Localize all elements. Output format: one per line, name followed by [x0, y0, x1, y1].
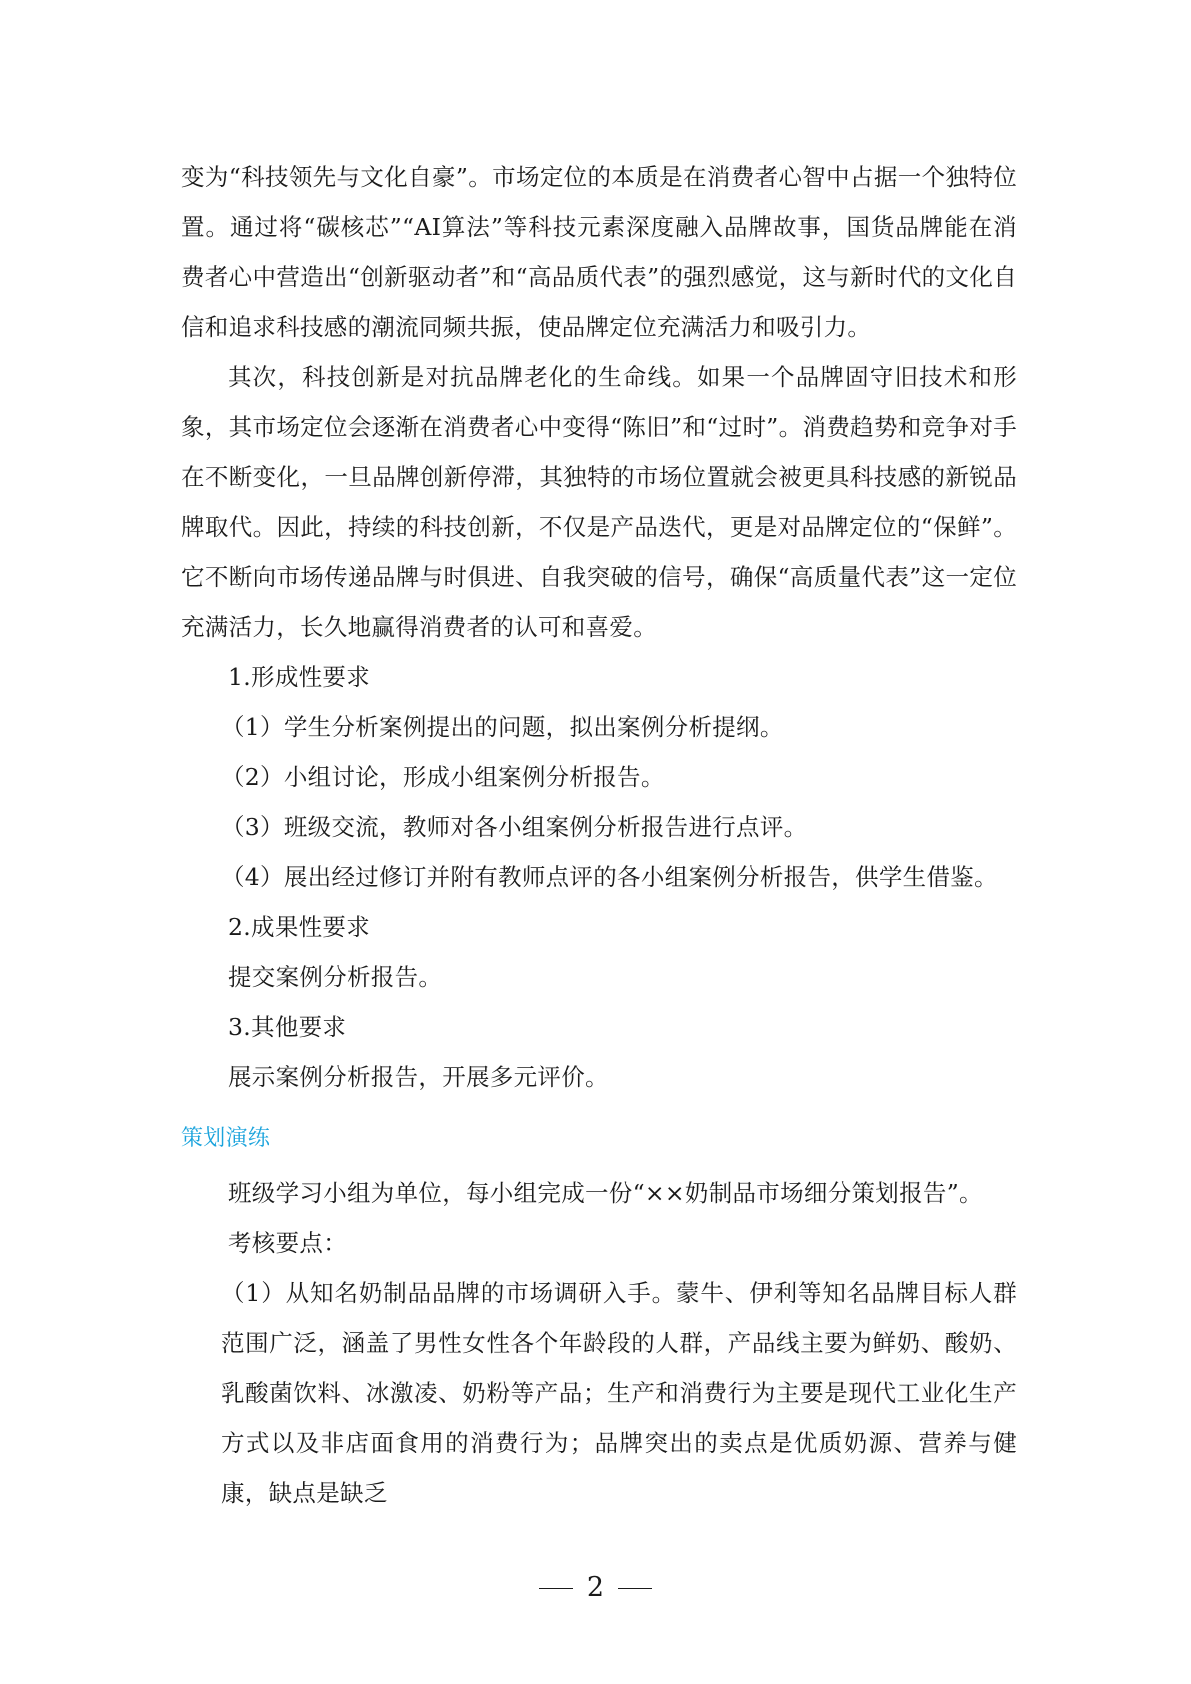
- assessment-point: （1）从知名奶制品品牌的市场调研入手。蒙牛、伊利等知名品牌目标人群范围广泛，涵盖了男性女性各个年龄段的人群，产品线主要为鲜奶、酸奶、乳酸菌饮料、冰激凌、奶粉等产品；生产和消费行为主要是现代工业化生产方式以及非店面食用的消费行为；品牌突出的卖点是优质奶源、营养与健康，缺点是缺乏: [221, 1279, 1017, 1507]
- requirement-title: 1.形成性要求: [228, 663, 371, 691]
- list-item: （4）展出经过修订并附有教师点评的各小组案例分析报告，供学生借鉴。: [221, 863, 998, 891]
- section-intro: 班级学习小组为单位，每小组完成一份“××奶制品市场细分策划报告”。: [228, 1179, 983, 1207]
- requirement-title: 3.其他要求: [228, 1013, 347, 1041]
- list-item: （1）学生分析案例提出的问题，拟出案例分析提纲。: [221, 713, 784, 741]
- requirement-text: 提交案例分析报告。: [228, 963, 443, 991]
- section-heading: 策划演练: [181, 1126, 271, 1151]
- paragraph: 其次，科技创新是对抗品牌老化的生命线。如果一个品牌固守旧技术和形象，其市场定位会逐渐在消费者心中变得“陈旧”和“过时”。消费趋势和竞争对手在不断变化，一旦品牌创新停滞，其独特的市场位置就会被更具科技感的新锐品牌取代。因此，持续的科技创新，不仅是产品迭代，更是对品牌定位的“保鲜”。它不断向市场传递品牌与时俱进、自我突破的信号，确保“高质量代表”这一定位充满活力，长久地赢得消费者的认可和喜爱。: [181, 363, 1017, 641]
- list-item: （2）小组讨论，形成小组案例分析报告。: [221, 763, 665, 791]
- page-number: 2: [586, 1572, 605, 1603]
- requirement-title: 2.成果性要求: [228, 913, 371, 941]
- page-footer: [0, 1568, 1191, 1608]
- points-label: 考核要点：: [228, 1229, 347, 1257]
- list-item: （3）班级交流，教师对各小组案例分析报告进行点评。: [221, 813, 808, 841]
- footer-dash-right: [618, 1588, 652, 1589]
- page-content: [181, 152, 1017, 1518]
- paragraph-continued: 变为“科技领先与文化自豪”。市场定位的本质是在消费者心智中占据一个独特位置。通过将“碳核芯”“AI算法”等科技元素深度融入品牌故事，国货品牌能在消费者心中营造出“创新驱动者”和“高品质代表”的强烈感觉，这与新时代的文化自信和追求科技感的潮流同频共振，使品牌定位充满活力和吸引力。: [181, 163, 1017, 341]
- footer-dash-left: [539, 1588, 573, 1589]
- requirement-text: 展示案例分析报告，开展多元评价。: [228, 1063, 609, 1091]
